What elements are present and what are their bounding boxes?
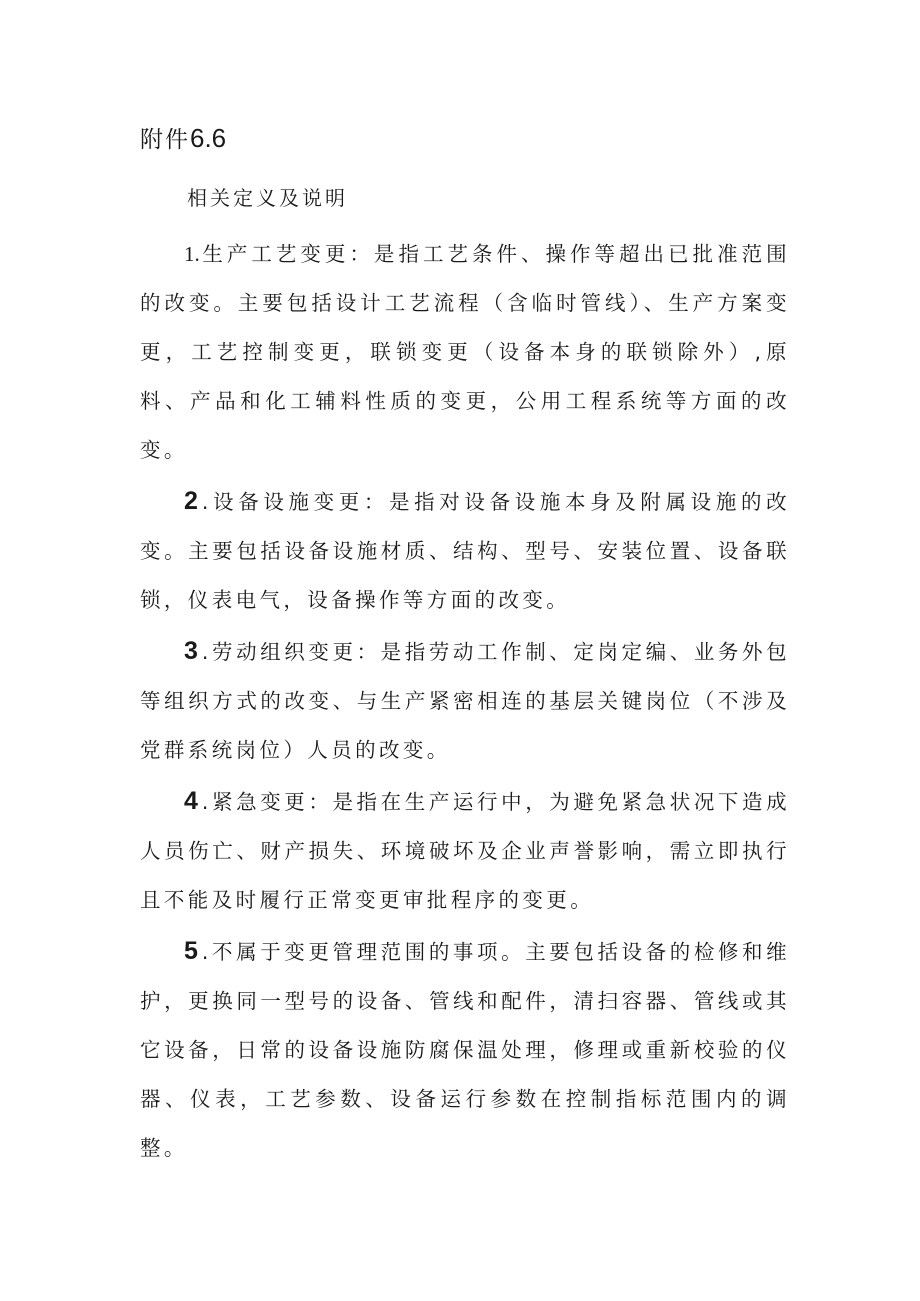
item-number: 3 [184, 637, 198, 665]
item-text: .设备设施变更：是指对设备设施本身及附属设施的改变。主要包括设备设施材质、结构、型号、安装位置、设备联锁，仪表电气，设备操作等方面的改变。 [140, 490, 790, 612]
item-text: 生产工艺变更：是指工艺条件、操作等超出已批准范围的改变。主要包括设计工艺流程（含临时管线）、生产方案变更，工艺控制变更，联锁变更（设备本身的联锁除外）,原料、产品和化工辅料性质的变更，公用工程系统等方面的改变。 [140, 242, 790, 462]
item-number: 4 [184, 787, 198, 815]
item-number: 1. [184, 242, 200, 266]
section-title: 相关定义及说明 [187, 186, 348, 210]
item-number: 2 [184, 487, 198, 515]
definition-paragraph-2 [140, 477, 790, 625]
definition-paragraph-5 [140, 927, 790, 1173]
definition-paragraph-3 [140, 627, 790, 775]
attachment-number: 6.6 [190, 123, 227, 153]
document-body [140, 230, 790, 1175]
definition-paragraph-4 [140, 777, 790, 925]
item-number: 5 [184, 937, 198, 965]
item-text: .不属于变更管理范围的事项。主要包括设备的检修和维护，更换同一型号的设备、管线和配件，清扫容器、管线或其它设备，日常的设备设施防腐保温处理，修理或重新校验的仪器、仪表，工艺参数、设备运行参数在控制指标范围内的调整。 [140, 940, 790, 1160]
attachment-label: 附件 [140, 127, 190, 153]
item-text: .劳动组织变更：是指劳动工作制、定岗定编、业务外包等组织方式的改变、与生产紧密相连的基层关键岗位（不涉及党群系统岗位）人员的改变。 [140, 640, 790, 762]
definition-paragraph-1 [140, 230, 790, 475]
attachment-heading [140, 118, 226, 160]
item-text: .紧急变更：是指在生产运行中，为避免紧急状况下造成人员伤亡、财产损失、环境破坏及企业声誉影响，需立即执行且不能及时履行正常变更审批程序的变更。 [140, 790, 790, 912]
